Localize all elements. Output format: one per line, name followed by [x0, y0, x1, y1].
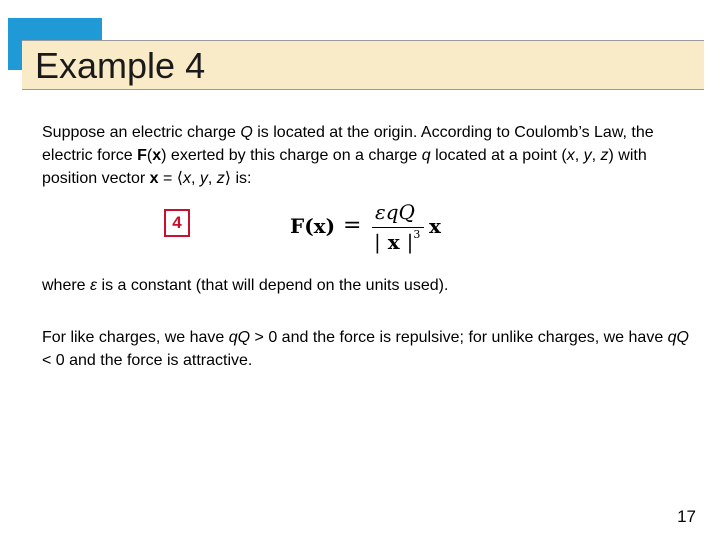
- formula-vector-x: x: [429, 214, 441, 238]
- paragraph-epsilon: where ε is a constant (that will depend on the units used).: [42, 277, 449, 294]
- formula-lhs: F(x): [290, 214, 336, 238]
- page-number: 17: [677, 507, 696, 526]
- slide-title: Example 4: [35, 45, 206, 86]
- paragraph-charges: For like charges, we have qQ > 0 and the force is repulsive; for unlike charges, we have qQ < 0 and the force is attractive.: [42, 329, 689, 369]
- paragraph-coulomb-intro: Suppose an electric charge Q is located at the origin. According to Coulomb’s Law, the electric force F(x) exerted by this charge on a charge q located at a point (x, y, z) with position vector x = ⟨x, y, z⟩ is:: [42, 124, 654, 187]
- formula-denominator: | x $|^3$: [374, 228, 421, 254]
- equation-number-tag: 4: [164, 209, 190, 237]
- coulomb-formula: [290, 200, 460, 260]
- formula-numerator: εqQ: [375, 200, 415, 224]
- formula-equals: =: [343, 213, 362, 238]
